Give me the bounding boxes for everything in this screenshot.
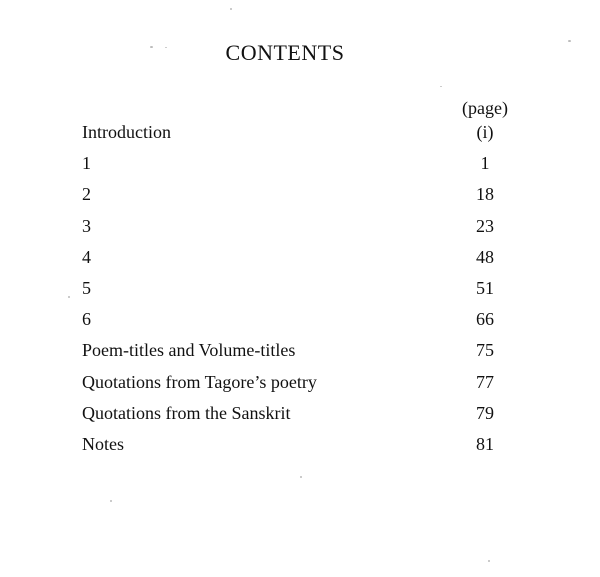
toc-entry-label: Notes: [82, 433, 124, 454]
toc-entry: [82, 120, 522, 151]
toc-entry-page: 79: [476, 402, 494, 423]
toc-entry-page: 23: [476, 215, 494, 236]
page-column-header: (page): [462, 98, 508, 118]
toc-entry-label: 4: [82, 246, 91, 267]
toc-entry-label: 1: [82, 153, 91, 174]
toc-entry-page: 18: [476, 184, 494, 205]
toc-entry-label: Introduction: [82, 122, 171, 142]
toc-entry-label: Quotations from Tagore’s poetry: [82, 371, 317, 392]
scan-speck: [568, 40, 571, 42]
toc-entry-page: (i): [476, 122, 494, 142]
scan-speck: [150, 46, 153, 48]
toc-entry-page: 77: [476, 371, 494, 392]
scan-speck: [300, 476, 302, 478]
toc-entry-page: 48: [476, 246, 494, 267]
toc-entry: [82, 214, 522, 245]
toc-entry: [82, 245, 522, 276]
toc-entry-page: 75: [476, 340, 494, 361]
toc-entry-page: 1: [480, 153, 490, 174]
toc-entry: [82, 151, 522, 182]
toc-entry: [82, 401, 522, 432]
toc-entry: [82, 307, 522, 338]
toc-entry-label: 2: [82, 184, 91, 205]
toc-entry: [82, 338, 522, 369]
toc-entry-label: 5: [82, 277, 91, 298]
table-of-contents: [82, 120, 522, 463]
toc-entry: [82, 276, 522, 307]
scan-speck: [68, 296, 70, 298]
toc-entry-page: 51: [476, 277, 494, 298]
scan-speck: [165, 47, 167, 48]
toc-entry-label: Quotations from the Sanskrit: [82, 402, 291, 423]
page-title: CONTENTS: [225, 40, 345, 65]
toc-entry: [82, 432, 522, 463]
toc-entry-label: 3: [82, 215, 91, 236]
toc-entry-label: 6: [82, 309, 91, 330]
scan-speck: [110, 500, 112, 502]
toc-entry-page: 81: [476, 433, 494, 454]
scan-speck: [440, 86, 442, 87]
toc-entry-page: 66: [476, 309, 494, 330]
toc-entry: [82, 370, 522, 401]
scan-speck: [230, 8, 232, 10]
toc-entry-label: Poem-titles and Volume-titles: [82, 340, 296, 361]
toc-entry: [82, 182, 522, 213]
scan-speck: [488, 560, 490, 562]
